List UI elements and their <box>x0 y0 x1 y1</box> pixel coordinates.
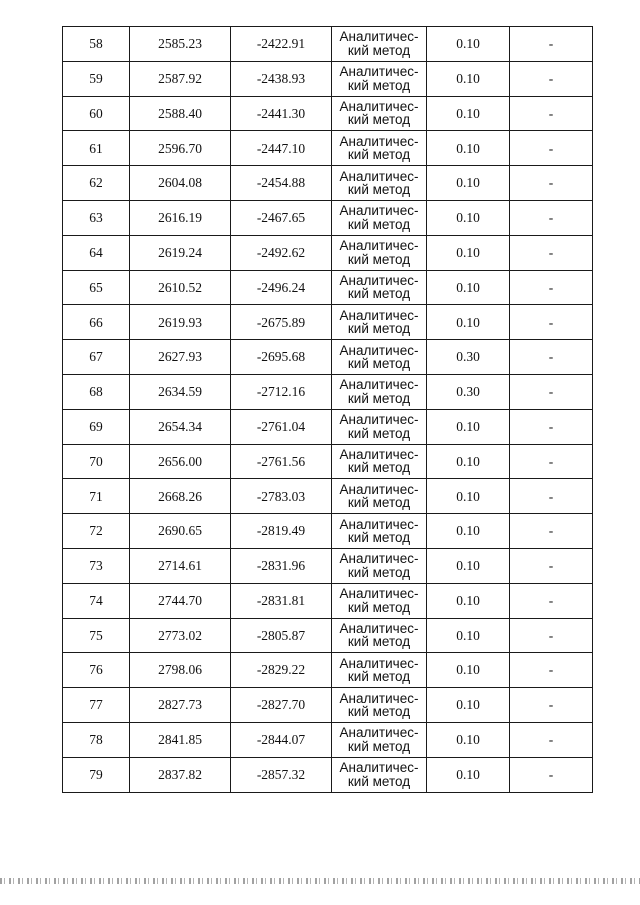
y-coordinate-cell: -2454.88 <box>231 166 332 201</box>
method-text-line2: кий метод <box>347 704 411 720</box>
table-row <box>63 757 593 792</box>
table-row <box>63 514 593 549</box>
y-coordinate-cell: -2675.89 <box>231 305 332 340</box>
point-number-cell: 76 <box>63 653 130 688</box>
method-text-line2: кий метод <box>347 738 411 754</box>
method-text-line2: кий метод <box>347 182 411 198</box>
method-text-line1: Аналитичес- <box>339 655 419 671</box>
method-text-line1: Аналитичес- <box>339 725 419 741</box>
point-number-cell: 79 <box>63 757 130 792</box>
x-coordinate-cell: 2619.93 <box>130 305 231 340</box>
y-coordinate-cell: -2805.87 <box>231 618 332 653</box>
note-cell: - <box>510 235 593 270</box>
method-text-line2: кий метод <box>347 286 411 302</box>
y-coordinate-cell: -2829.22 <box>231 653 332 688</box>
table-row <box>63 653 593 688</box>
point-number-cell: 74 <box>63 583 130 618</box>
y-coordinate-cell: -2467.65 <box>231 200 332 235</box>
table-row <box>63 722 593 757</box>
method-text-line2: кий метод <box>347 251 411 267</box>
y-coordinate-cell: -2712.16 <box>231 374 332 409</box>
coordinates-table <box>62 26 593 793</box>
method-text-line1: Аналитичес- <box>339 446 419 462</box>
method-text-line2: кий метод <box>347 460 411 476</box>
point-number-cell: 72 <box>63 514 130 549</box>
method-text-line2: кий метод <box>347 216 411 232</box>
accuracy-cell: 0.10 <box>427 270 510 305</box>
method-text-line1: Аналитичес- <box>339 690 419 706</box>
method-text-line1: Аналитичес- <box>339 133 419 149</box>
method-text-line1: Аналитичес- <box>339 29 419 45</box>
point-number-cell: 78 <box>63 722 130 757</box>
y-coordinate-cell: -2447.10 <box>231 131 332 166</box>
accuracy-cell: 0.10 <box>427 166 510 201</box>
table-row <box>63 305 593 340</box>
method-cell <box>332 618 427 653</box>
method-cell <box>332 688 427 723</box>
x-coordinate-cell: 2827.73 <box>130 688 231 723</box>
y-coordinate-cell: -2857.32 <box>231 757 332 792</box>
note-cell: - <box>510 757 593 792</box>
method-text-line2: кий метод <box>347 669 411 685</box>
x-coordinate-cell: 2841.85 <box>130 722 231 757</box>
method-text-line1: Аналитичес- <box>339 760 419 776</box>
method-text-line2: кий метод <box>347 530 411 546</box>
x-coordinate-cell: 2587.92 <box>130 61 231 96</box>
note-cell: - <box>510 722 593 757</box>
table-row <box>63 548 593 583</box>
x-coordinate-cell: 2619.24 <box>130 235 231 270</box>
method-text-line1: Аналитичес- <box>339 516 419 532</box>
table-row <box>63 688 593 723</box>
x-coordinate-cell: 2610.52 <box>130 270 231 305</box>
point-number-cell: 66 <box>63 305 130 340</box>
point-number-cell: 68 <box>63 374 130 409</box>
accuracy-cell: 0.30 <box>427 340 510 375</box>
method-text-line1: Аналитичес- <box>339 203 419 219</box>
y-coordinate-cell: -2441.30 <box>231 96 332 131</box>
method-text-line2: кий метод <box>347 321 411 337</box>
x-coordinate-cell: 2773.02 <box>130 618 231 653</box>
method-text-line1: Аналитичес- <box>339 620 419 636</box>
method-text-line2: кий метод <box>347 634 411 650</box>
accuracy-cell: 0.10 <box>427 514 510 549</box>
x-coordinate-cell: 2690.65 <box>130 514 231 549</box>
method-cell <box>332 305 427 340</box>
method-text-line1: Аналитичес- <box>339 238 419 254</box>
method-text-line2: кий метод <box>347 147 411 163</box>
method-text-line1: Аналитичес- <box>339 98 419 114</box>
method-cell <box>332 409 427 444</box>
y-coordinate-cell: -2844.07 <box>231 722 332 757</box>
point-number-cell: 67 <box>63 340 130 375</box>
note-cell: - <box>510 340 593 375</box>
method-cell <box>332 131 427 166</box>
x-coordinate-cell: 2596.70 <box>130 131 231 166</box>
method-cell <box>332 653 427 688</box>
table-row <box>63 96 593 131</box>
y-coordinate-cell: -2695.68 <box>231 340 332 375</box>
method-cell <box>332 340 427 375</box>
note-cell: - <box>510 548 593 583</box>
method-text-line1: Аналитичес- <box>339 551 419 567</box>
method-text-line2: кий метод <box>347 390 411 406</box>
method-text-line1: Аналитичес- <box>339 342 419 358</box>
point-number-cell: 73 <box>63 548 130 583</box>
note-cell: - <box>510 270 593 305</box>
point-number-cell: 71 <box>63 479 130 514</box>
x-coordinate-cell: 2744.70 <box>130 583 231 618</box>
x-coordinate-cell: 2616.19 <box>130 200 231 235</box>
method-text-line1: Аналитичес- <box>339 481 419 497</box>
table-row <box>63 200 593 235</box>
y-coordinate-cell: -2831.81 <box>231 583 332 618</box>
accuracy-cell: 0.10 <box>427 409 510 444</box>
accuracy-cell: 0.10 <box>427 305 510 340</box>
accuracy-cell: 0.10 <box>427 235 510 270</box>
x-coordinate-cell: 2668.26 <box>130 479 231 514</box>
method-text-line1: Аналитичес- <box>339 64 419 80</box>
point-number-cell: 64 <box>63 235 130 270</box>
point-number-cell: 75 <box>63 618 130 653</box>
x-coordinate-cell: 2798.06 <box>130 653 231 688</box>
note-cell: - <box>510 27 593 62</box>
method-cell <box>332 722 427 757</box>
method-cell <box>332 61 427 96</box>
method-text-line2: кий метод <box>347 356 411 372</box>
accuracy-cell: 0.10 <box>427 27 510 62</box>
point-number-cell: 62 <box>63 166 130 201</box>
y-coordinate-cell: -2496.24 <box>231 270 332 305</box>
x-coordinate-cell: 2585.23 <box>130 27 231 62</box>
method-text-line1: Аналитичес- <box>339 586 419 602</box>
accuracy-cell: 0.10 <box>427 722 510 757</box>
point-number-cell: 65 <box>63 270 130 305</box>
y-coordinate-cell: -2783.03 <box>231 479 332 514</box>
method-cell <box>332 235 427 270</box>
accuracy-cell: 0.10 <box>427 583 510 618</box>
table-row <box>63 131 593 166</box>
note-cell: - <box>510 374 593 409</box>
accuracy-cell: 0.30 <box>427 374 510 409</box>
note-cell: - <box>510 305 593 340</box>
method-cell <box>332 96 427 131</box>
note-cell: - <box>510 131 593 166</box>
method-cell <box>332 514 427 549</box>
x-coordinate-cell: 2588.40 <box>130 96 231 131</box>
method-cell <box>332 27 427 62</box>
method-text-line2: кий метод <box>347 773 411 789</box>
note-cell: - <box>510 583 593 618</box>
accuracy-cell: 0.10 <box>427 688 510 723</box>
method-text-line1: Аналитичес- <box>339 272 419 288</box>
method-text-line2: кий метод <box>347 425 411 441</box>
note-cell: - <box>510 409 593 444</box>
note-cell: - <box>510 618 593 653</box>
y-coordinate-cell: -2819.49 <box>231 514 332 549</box>
method-text-line2: кий метод <box>347 564 411 580</box>
table-row <box>63 374 593 409</box>
method-cell <box>332 374 427 409</box>
note-cell: - <box>510 444 593 479</box>
table-body <box>63 27 593 793</box>
note-cell: - <box>510 688 593 723</box>
x-coordinate-cell: 2627.93 <box>130 340 231 375</box>
accuracy-cell: 0.10 <box>427 96 510 131</box>
point-number-cell: 58 <box>63 27 130 62</box>
point-number-cell: 63 <box>63 200 130 235</box>
accuracy-cell: 0.10 <box>427 200 510 235</box>
x-coordinate-cell: 2714.61 <box>130 548 231 583</box>
y-coordinate-cell: -2422.91 <box>231 27 332 62</box>
y-coordinate-cell: -2831.96 <box>231 548 332 583</box>
method-cell <box>332 757 427 792</box>
method-cell <box>332 200 427 235</box>
method-cell <box>332 166 427 201</box>
x-coordinate-cell: 2604.08 <box>130 166 231 201</box>
method-text-line1: Аналитичес- <box>339 307 419 323</box>
table-row <box>63 61 593 96</box>
method-text-line2: кий метод <box>347 112 411 128</box>
method-text-line1: Аналитичес- <box>339 377 419 393</box>
method-cell <box>332 270 427 305</box>
y-coordinate-cell: -2761.56 <box>231 444 332 479</box>
accuracy-cell: 0.10 <box>427 444 510 479</box>
accuracy-cell: 0.10 <box>427 131 510 166</box>
table-row <box>63 340 593 375</box>
accuracy-cell: 0.10 <box>427 618 510 653</box>
table-row <box>63 409 593 444</box>
note-cell: - <box>510 166 593 201</box>
point-number-cell: 69 <box>63 409 130 444</box>
point-number-cell: 70 <box>63 444 130 479</box>
method-text-line2: кий метод <box>347 495 411 511</box>
y-coordinate-cell: -2761.04 <box>231 409 332 444</box>
table-row <box>63 235 593 270</box>
note-cell: - <box>510 200 593 235</box>
accuracy-cell: 0.10 <box>427 548 510 583</box>
note-cell: - <box>510 514 593 549</box>
method-text-line1: Аналитичес- <box>339 168 419 184</box>
x-coordinate-cell: 2656.00 <box>130 444 231 479</box>
method-text-line2: кий метод <box>347 77 411 93</box>
y-coordinate-cell: -2827.70 <box>231 688 332 723</box>
accuracy-cell: 0.10 <box>427 757 510 792</box>
table-row <box>63 583 593 618</box>
accuracy-cell: 0.10 <box>427 479 510 514</box>
table-row <box>63 270 593 305</box>
table-row <box>63 27 593 62</box>
y-coordinate-cell: -2438.93 <box>231 61 332 96</box>
accuracy-cell: 0.10 <box>427 61 510 96</box>
point-number-cell: 77 <box>63 688 130 723</box>
table-row <box>63 166 593 201</box>
method-cell <box>332 479 427 514</box>
method-cell <box>332 548 427 583</box>
note-cell: - <box>510 96 593 131</box>
accuracy-cell: 0.10 <box>427 653 510 688</box>
scan-artifact-line <box>0 878 640 884</box>
point-number-cell: 60 <box>63 96 130 131</box>
point-number-cell: 61 <box>63 131 130 166</box>
method-cell <box>332 444 427 479</box>
table-row <box>63 444 593 479</box>
method-text-line2: кий метод <box>347 42 411 58</box>
x-coordinate-cell: 2634.59 <box>130 374 231 409</box>
note-cell: - <box>510 479 593 514</box>
y-coordinate-cell: -2492.62 <box>231 235 332 270</box>
note-cell: - <box>510 653 593 688</box>
point-number-cell: 59 <box>63 61 130 96</box>
note-cell: - <box>510 61 593 96</box>
table-row <box>63 479 593 514</box>
method-text-line2: кий метод <box>347 599 411 615</box>
table-row <box>63 618 593 653</box>
method-text-line1: Аналитичес- <box>339 412 419 428</box>
x-coordinate-cell: 2837.82 <box>130 757 231 792</box>
method-cell <box>332 583 427 618</box>
x-coordinate-cell: 2654.34 <box>130 409 231 444</box>
